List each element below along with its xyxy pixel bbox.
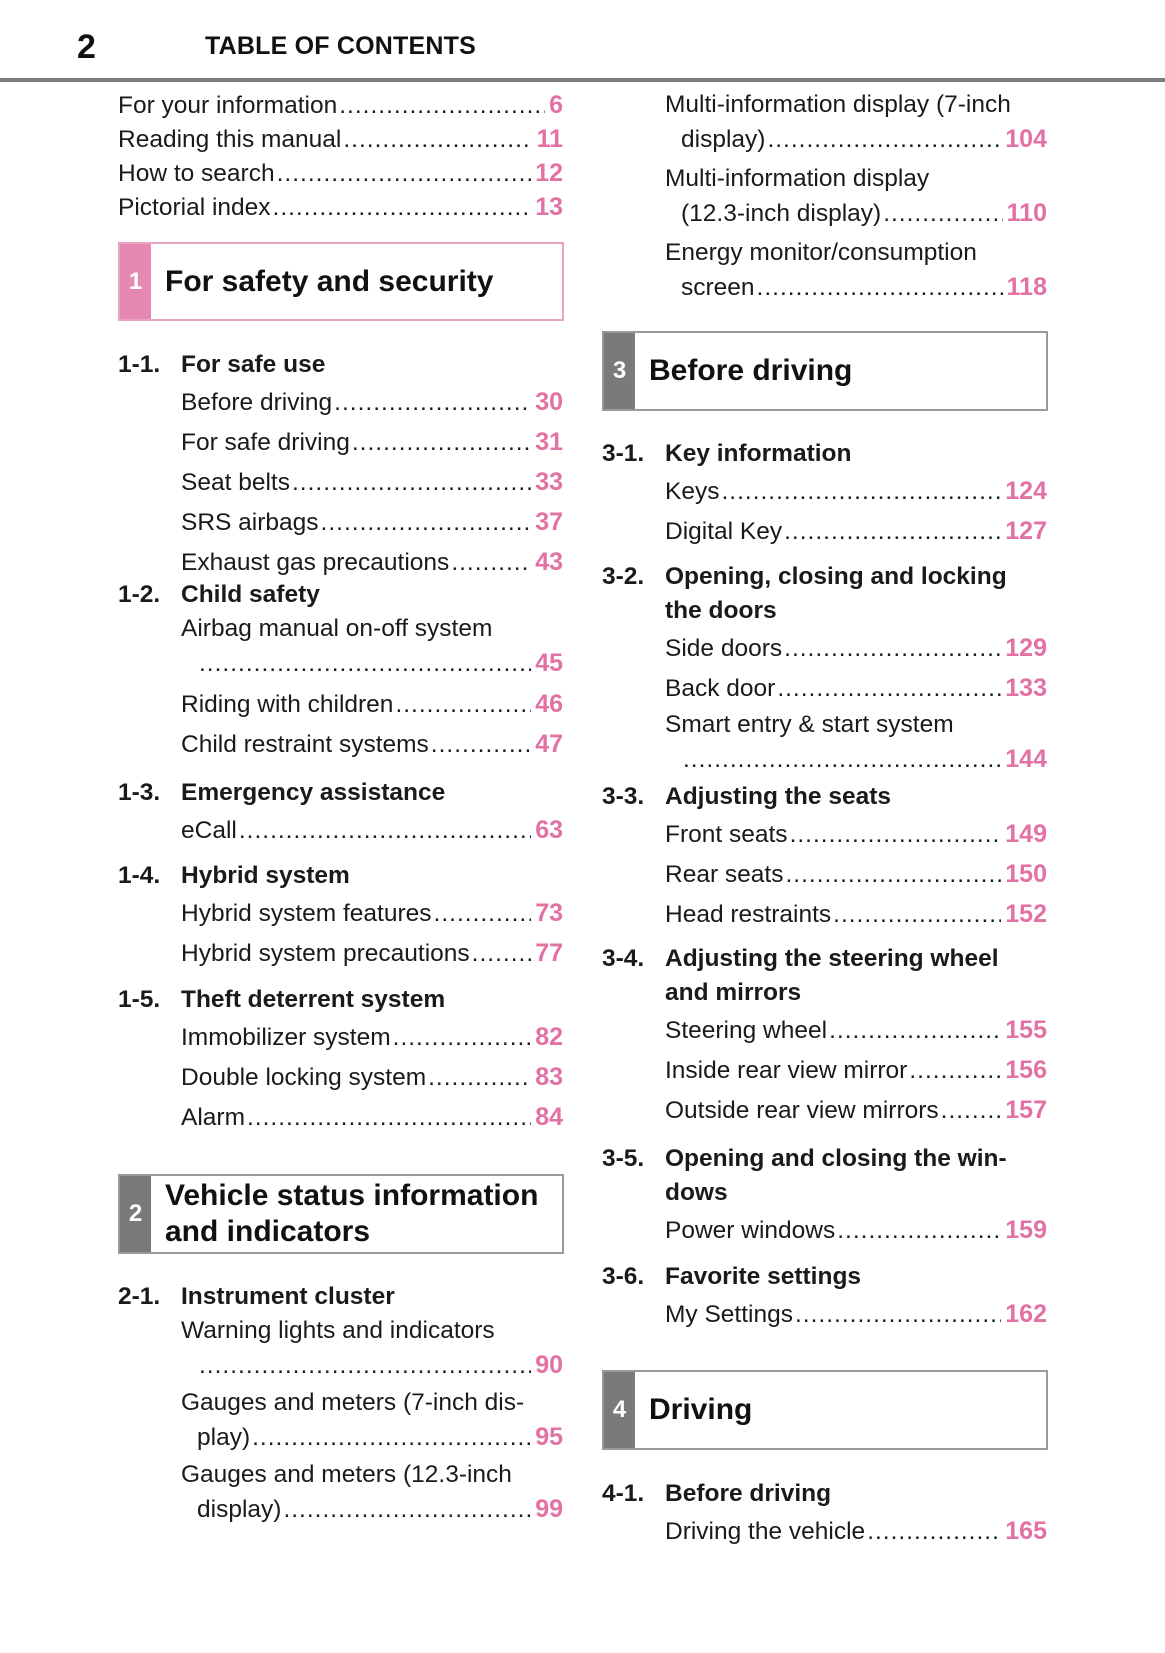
page-ref: 30 [535,388,563,416]
page-ref: 13 [535,193,563,221]
page-ref: 95 [535,1423,563,1451]
page-ref: 127 [1005,517,1047,545]
page-ref: 83 [535,1063,563,1091]
toc-entry[interactable]: Inside rear view mirror ..... 156 [665,1050,1047,1090]
section-3-4 [602,942,1047,1130]
page-ref: 82 [535,1023,563,1051]
page-ref: 47 [535,730,563,758]
page-ref: 46 [535,690,563,718]
page-ref: 37 [535,508,563,536]
page-ref: 6 [549,91,563,119]
toc-entry[interactable]: For your information ..... 6 [118,88,563,122]
toc-entry[interactable]: Pictorial index ..... 13 [118,190,563,224]
section-1-3 [118,776,563,850]
toc-entry[interactable]: Warning lights and indicators ..... 90 [181,1314,563,1386]
section-heading[interactable]: 3-4. Adjusting the steering wheel and mirrors [602,945,999,1006]
section-3-1 [602,437,1047,551]
page-ref: 162 [1005,1300,1047,1328]
page-ref: 104 [1005,125,1047,153]
section-3-5 [602,1142,1047,1250]
section-heading[interactable]: 3-6. Favorite settings [602,1263,862,1290]
section-1-5 [118,983,563,1137]
toc-entry[interactable]: Digital Key ..... 127 [665,511,1047,551]
toc-entry[interactable]: Gauges and meters (12.3-inch display) ..... 99 [181,1458,563,1530]
section-heading[interactable]: 1-5. Theft deterrent system [118,986,446,1013]
page-ref: 99 [535,1495,563,1523]
toc-entry[interactable]: Seat belts ..... 33 [181,462,563,502]
page-ref: 129 [1005,634,1047,662]
toc-entry[interactable]: Airbag manual on-off system ..... 45 [181,612,563,684]
page-number: 2 [77,28,96,66]
page-ref: 31 [535,428,563,456]
toc-entry[interactable]: SRS airbags ..... 37 [181,502,563,542]
section-1-4 [118,859,563,973]
toc-entry[interactable]: Child restraint systems ..... 47 [181,724,563,764]
chapter-title: Before driving [649,354,853,387]
page-ref: 118 [1006,273,1047,301]
section-heading[interactable]: 3-2. Opening, closing and locking the doors [602,563,1007,624]
section-heading[interactable]: 1-1. For safe use [118,351,326,378]
section-3-3 [602,780,1047,934]
chapter-2-box[interactable] [118,1174,564,1254]
section-1-2 [118,578,563,764]
section-heading[interactable]: 1-2. Child safety [118,581,320,608]
chapter-title: Vehicle status information and indicators [165,1179,539,1248]
chapter-title: For safety and security [165,264,494,298]
section-3-6 [602,1260,1047,1334]
toc-entry[interactable]: Hybrid system precautions ..... 77 [181,933,563,973]
page-ref: 124 [1005,477,1047,505]
section-heading[interactable]: 1-4. Hybrid system [118,862,350,889]
page-ref: 165 [1005,1517,1047,1545]
chapter-tab: 1 [120,244,151,319]
toc-entry[interactable]: Energy monitor/consumption screen ..... 118 [665,236,1047,304]
page-ref: 150 [1005,860,1047,888]
page-ref: 77 [535,939,563,967]
section-heading[interactable]: 2-1. Instrument cluster [118,1283,395,1310]
toc-entry[interactable]: Smart entry & start system ..... 144 [665,708,1047,780]
toc-entry[interactable]: Back door ..... 133 [665,668,1047,708]
toc-entry[interactable]: For safe driving ..... 31 [181,422,563,462]
page-title: TABLE OF CONTENTS [205,32,476,60]
chapter-1-box[interactable] [118,242,564,321]
section-3-2 [602,560,1047,780]
page-ref: 11 [536,125,563,153]
page-ref: 73 [535,899,563,927]
toc-entry[interactable]: Gauges and meters (7-inch dis- play) ..... 95 [181,1386,563,1458]
section-4-1 [602,1477,1047,1551]
section-heading[interactable]: 3-1. Key information [602,440,852,467]
toc-entry[interactable]: Front seats ..... 149 [665,814,1047,854]
page-ref: 12 [535,159,563,187]
section-heading[interactable]: 4-1. Before driving [602,1480,832,1507]
section-2-1 [118,1280,563,1530]
toc-entry[interactable]: Double locking system ..... 83 [181,1057,563,1097]
page-ref: 155 [1005,1016,1047,1044]
section-heading[interactable]: 3-3. Adjusting the seats [602,783,891,810]
toc-entry[interactable]: Head restraints ..... 152 [665,894,1047,934]
toc-entry[interactable]: Power windows ..... 159 [665,1210,1047,1250]
page-ref: 156 [1005,1056,1047,1084]
page-ref: 144 [1005,745,1047,773]
section-1-1 [118,348,563,582]
toc-entry[interactable]: Side doors ..... 129 [665,628,1047,668]
page-ref: 152 [1005,900,1047,928]
toc-entry[interactable]: Before driving ..... 30 [181,382,563,422]
page-ref: 45 [535,649,563,677]
toc-entry[interactable]: Keys ..... 124 [665,471,1047,511]
toc-entry[interactable]: Immobilizer system ..... 82 [181,1017,563,1057]
page-ref: 84 [535,1103,563,1131]
toc-entry[interactable]: My Settings ..... 162 [665,1294,1047,1334]
page-ref: 90 [535,1351,563,1379]
toc-entry[interactable]: Outside rear view mirrors ..... 157 [665,1090,1047,1130]
toc-entry[interactable]: Steering wheel ..... 155 [665,1010,1047,1050]
page-ref: 110 [1006,199,1047,227]
chapter-title: Driving [649,1393,753,1426]
toc-entry[interactable]: Multi-information display (12.3-inch display) ..... 110 [665,162,1047,230]
toc-entry[interactable]: Riding with children ..... 46 [181,684,563,724]
toc-entry[interactable]: Exhaust gas precautions ..... 43 [181,542,563,582]
page-ref: 33 [535,468,563,496]
page-ref: 133 [1005,674,1047,702]
chapter-tab: 3 [604,333,635,409]
chapter-tab: 2 [120,1176,151,1252]
toc-entry[interactable]: Alarm ..... 84 [181,1097,563,1137]
toc-entry[interactable]: Reading this manual ..... 11 [118,122,563,156]
page-ref: 149 [1005,820,1047,848]
toc-entry[interactable]: Hybrid system features ..... 73 [181,893,563,933]
toc-entry[interactable]: Driving the vehicle ..... 165 [665,1511,1047,1551]
chapter-3-box[interactable] [602,331,1048,411]
toc-entry[interactable]: Multi-information display (7-inch display) ..... 104 [665,88,1047,156]
page-ref: 63 [535,816,563,844]
page-header [0,0,1165,82]
toc-entry[interactable]: eCall ..... 63 [181,810,563,850]
chapter-tab: 4 [604,1372,635,1448]
toc-entry[interactable]: How to search ..... 12 [118,156,563,190]
section-heading[interactable]: 3-5. Opening and closing the win- dows [602,1145,1007,1206]
page-ref: 159 [1005,1216,1047,1244]
page-ref: 157 [1005,1096,1047,1124]
section-heading[interactable]: 1-3. Emergency assistance [118,779,446,806]
chapter-4-box[interactable] [602,1370,1048,1450]
toc-entry[interactable]: Rear seats ..... 150 [665,854,1047,894]
page-ref: 43 [535,548,563,576]
